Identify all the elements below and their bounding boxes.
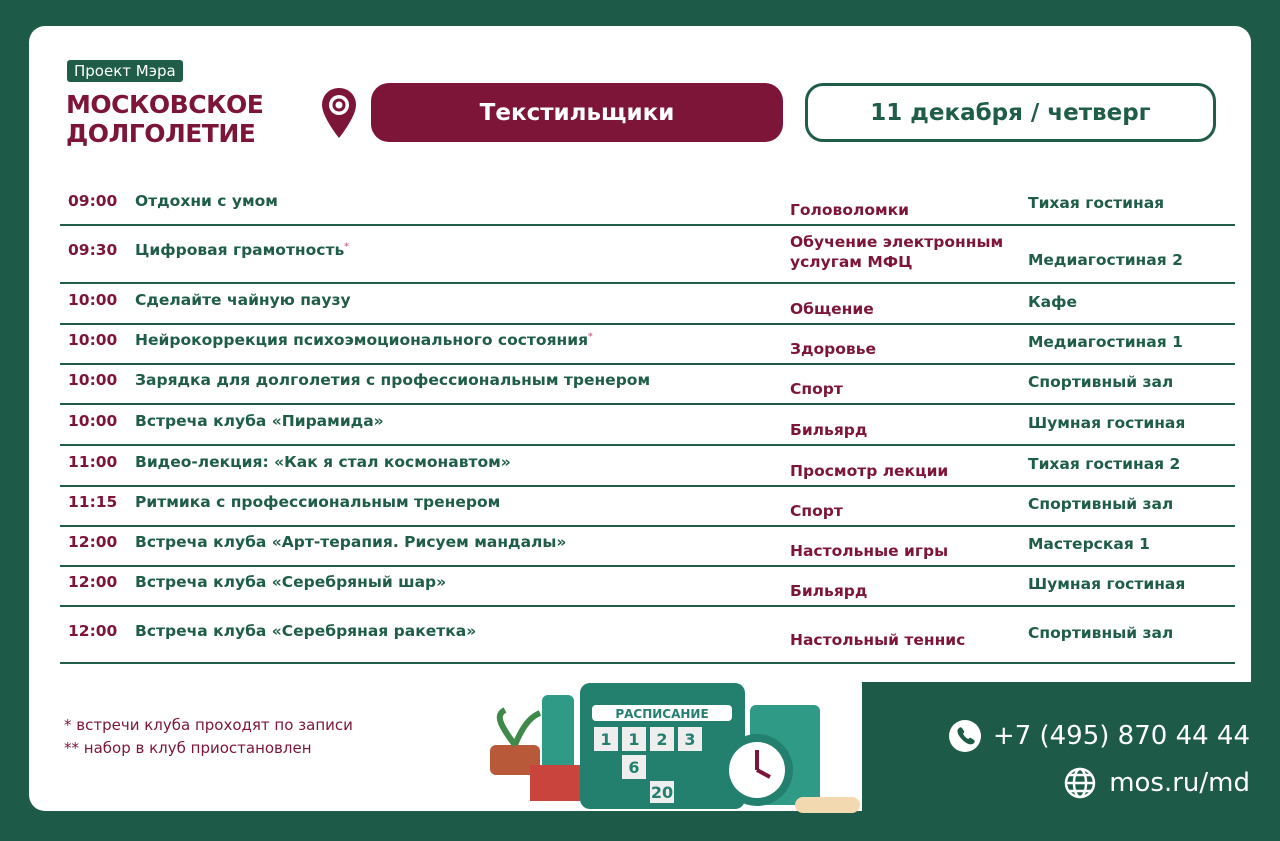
note-suspended: ** набор в клуб приостановлен <box>64 739 312 757</box>
calendar-num: 2 <box>656 730 668 749</box>
date-banner: 11 декабря / четверг <box>805 83 1216 142</box>
event-category: Общение <box>790 299 874 318</box>
event-category: Спорт <box>790 380 843 398</box>
schedule-row <box>60 327 1235 365</box>
schedule-row <box>60 367 1235 405</box>
event-place: Шумная гостиная <box>1028 575 1186 593</box>
event-name <box>135 331 593 349</box>
event-title: Сделайте чайную паузу <box>135 290 351 309</box>
schedule-row <box>60 529 1235 567</box>
registration-mark: * <box>344 241 349 252</box>
event-time: 10:00 <box>68 290 118 309</box>
schedule-row <box>60 489 1235 527</box>
event-category: Спорт <box>790 502 843 520</box>
registration-mark: * <box>588 331 593 342</box>
event-place: Шумная гостиная <box>1028 413 1186 432</box>
location-pin-icon <box>320 86 358 140</box>
event-name <box>135 493 500 511</box>
calendar-num: 1 <box>628 730 640 749</box>
event-place: Кафе <box>1028 292 1078 311</box>
event-time: 12:00 <box>68 533 118 551</box>
event-title: Нейрокоррекция психоэмоционального состояния <box>135 331 589 349</box>
calendar-illustration <box>470 665 870 815</box>
event-place: Мастерская 1 <box>1028 535 1150 553</box>
website-link[interactable]: mos.ru/md <box>1109 768 1250 798</box>
event-category: Бильярд <box>790 420 868 439</box>
event-title: Встреча клуба «Серебряная ракетка» <box>135 621 477 640</box>
event-title: Встреча клуба «Арт-терапия. Рисуем мандалы» <box>135 533 567 551</box>
event-name <box>135 533 566 551</box>
event-place: Тихая гостиная 2 <box>1028 454 1181 473</box>
event-name <box>135 622 476 640</box>
phone-number[interactable]: +7 (495) 870 44 44 <box>992 721 1250 751</box>
event-time: 11:00 <box>68 452 118 471</box>
logo-line2: ДОЛГОЛЕТИЕ <box>66 119 256 148</box>
event-time: 12:00 <box>68 621 118 640</box>
phone-contact <box>949 720 1250 752</box>
event-name <box>135 291 351 309</box>
event-name <box>135 192 278 210</box>
event-category: Настольные игры <box>790 542 949 560</box>
globe-icon <box>1063 766 1097 800</box>
event-title: Встреча клуба «Пирамида» <box>135 411 384 430</box>
event-name <box>135 371 650 389</box>
calendar-num: 6 <box>628 758 640 777</box>
event-category: Настольный теннис <box>790 630 966 649</box>
project-badge: Проект Мэра <box>67 60 183 82</box>
event-place: Спортивный зал <box>1028 495 1174 513</box>
schedule-row <box>60 448 1235 487</box>
schedule-row <box>60 286 1235 325</box>
logo <box>66 90 263 148</box>
event-category: Головоломки <box>790 201 910 219</box>
event-category: Здоровье <box>790 340 877 358</box>
event-title: Зарядка для долголетия с профессиональным тренером <box>135 371 651 389</box>
event-time: 09:30 <box>68 241 118 259</box>
schedule-row <box>60 228 1235 284</box>
schedule-row <box>60 407 1235 446</box>
event-place: Спортивный зал <box>1028 623 1174 642</box>
event-name <box>135 241 349 259</box>
event-title: Ритмика с профессиональным тренером <box>135 493 501 511</box>
notes <box>64 714 353 760</box>
event-category: Обучение электронным услугам МФЦ <box>790 233 1004 271</box>
calendar-num: 3 <box>684 730 696 749</box>
event-time: 10:00 <box>68 411 118 430</box>
schedule-row <box>60 569 1235 607</box>
event-title: Видео-лекция: «Как я стал космонавтом» <box>135 452 511 471</box>
event-name <box>135 412 384 430</box>
logo-line1: МОСКОВСКОЕ <box>66 90 264 119</box>
event-category: Просмотр лекции <box>790 461 949 480</box>
schedule-row <box>60 609 1235 664</box>
calendar-label: РАСПИСАНИЕ <box>615 707 709 721</box>
calendar-num: 1 <box>600 730 612 749</box>
phone-icon <box>949 720 981 752</box>
note-registration: * встречи клуба проходят по записи <box>64 716 353 734</box>
schedule-row <box>60 188 1235 226</box>
event-title: Цифровая грамотность <box>135 241 345 259</box>
event-place: Тихая гостиная <box>1028 194 1165 212</box>
event-place: Медиагостиная 2 <box>1028 251 1183 269</box>
event-name <box>135 453 511 471</box>
event-place: Медиагостиная 1 <box>1028 333 1183 351</box>
district-banner: Текстильщики <box>371 83 783 142</box>
footer-area <box>862 682 1280 841</box>
event-time: 09:00 <box>68 192 118 210</box>
event-time: 10:00 <box>68 331 118 349</box>
website-contact <box>1063 766 1250 800</box>
event-place: Спортивный зал <box>1028 373 1174 391</box>
event-time: 11:15 <box>68 493 118 511</box>
event-time: 12:00 <box>68 573 118 591</box>
event-title: Встреча клуба «Серебряный шар» <box>135 573 447 591</box>
event-category: Бильярд <box>790 582 868 600</box>
event-title: Отдохни с умом <box>135 192 278 210</box>
event-time: 10:00 <box>68 371 118 389</box>
event-name <box>135 573 446 591</box>
calendar-num: 20 <box>650 783 674 802</box>
